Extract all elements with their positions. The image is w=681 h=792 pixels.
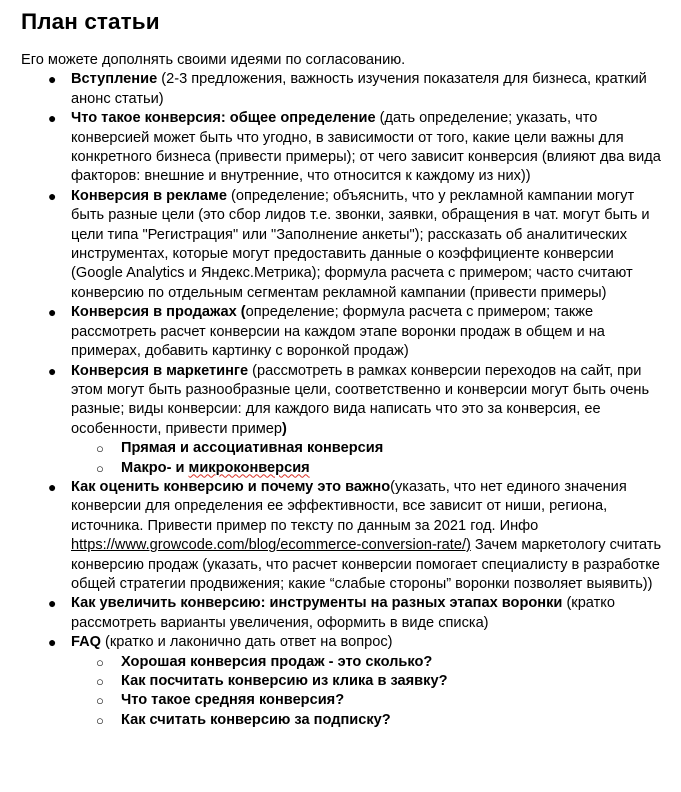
list-item-sales	[21, 303, 669, 361]
spellcheck-word[interactable]: микроконверсия	[188, 459, 310, 476]
hollow-bullet-icon: ○	[96, 693, 104, 709]
item-text: (рассмотреть в рамках конверсии переходов на сайт, при этом могут быть разнообразные цели, соответственно и конверсии могут быть очень разные; виды конверсии: для каждого вида написать что это за конверсия, ее особенности, привести пример	[71, 362, 650, 437]
list-item-marketing	[21, 362, 669, 478]
sub-list-item	[71, 711, 669, 730]
item-text: (кратко рассмотреть варианты увеличения, оформить в виде списка)	[71, 595, 615, 631]
item-text: (2-3 предложения, важность изучения показателя для бизнеса, краткий анонс статьи)	[71, 71, 647, 107]
list-item-definition	[21, 109, 669, 187]
bullet-icon: ●	[48, 478, 57, 495]
bullet-icon: ●	[48, 71, 57, 88]
list-item-advertising	[21, 187, 669, 303]
item-heading: FAQ	[71, 634, 101, 651]
item-text-after-link: Зачем маркетологу считать конверсию продаж (указать, что расчет конверсии помогает специалисту в разработке общей стратегии продвижения; какие “слабые стороны” воронки позволяет выявить))	[71, 537, 662, 592]
list-item-increase	[21, 594, 669, 633]
item-text: (кратко и лаконично дать ответ на вопрос)	[101, 634, 393, 651]
sub-list-item	[71, 653, 669, 672]
sub-item-text: Прямая и ассоциативная конверсия	[121, 440, 384, 457]
outline-list	[21, 70, 669, 730]
sub-list-item	[71, 691, 669, 710]
sub-item-text: Хорошая конверсия продаж - это сколько?	[121, 653, 433, 670]
bullet-icon: ●	[48, 304, 57, 321]
sub-item-text: Как считать конверсию за подписку?	[121, 711, 391, 728]
sub-list-item	[71, 672, 669, 691]
item-heading: Вступление	[71, 71, 158, 88]
sub-item-text: Как посчитать конверсию из клика в заявку?	[121, 673, 448, 689]
bullet-icon: ●	[48, 187, 57, 204]
sub-item-text: Макро- и	[121, 459, 189, 476]
item-heading: Как оценить конверсию и почему это важно	[71, 478, 391, 495]
item-heading: Конверсия в продажах (	[71, 304, 246, 321]
sub-list	[71, 653, 669, 731]
sub-list	[71, 439, 669, 478]
sub-list-item	[71, 439, 669, 458]
intro-text: Его можете дополнять своими идеями по согласованию.	[21, 52, 406, 68]
list-item-intro	[21, 70, 669, 109]
item-text: определение; формула расчета с примером; также рассмотреть расчет конверсии на каждом этапе воронки продаж в общем и на примерах, добавить картинку с воронкой продаж)	[71, 304, 605, 360]
list-item-faq	[21, 633, 669, 730]
hollow-bullet-icon: ○	[96, 712, 104, 728]
item-heading: Что такое конверсия: общее определение	[71, 110, 376, 127]
item-heading: Конверсия в маркетинге	[71, 362, 249, 379]
item-heading: Конверсия в рекламе	[71, 187, 227, 204]
bullet-icon: ●	[48, 595, 57, 612]
bullet-icon: ●	[48, 634, 57, 651]
hollow-bullet-icon: ○	[96, 674, 104, 689]
bullet-icon: ●	[48, 110, 57, 127]
page-title: План статьи	[21, 9, 160, 34]
hollow-bullet-icon: ○	[96, 460, 104, 476]
sub-item-text: Что такое средняя конверсия?	[121, 692, 345, 709]
item-text: (определение; объяснить, что у рекламной кампании могут быть разные цели (это сбор лидов т.е. звонки, заявки, обращения в чат. могут быть и цели типа "Регистрация" или "Заполнение анкеты"); рассказать об аналитических инструментах, которые могут предоставить данные о коэффициенте конверсии (Google Analytics и Яндекс.Метрика); формула расчета с примером; часто считают конверсию по отдельным сегментам рекламной кампании (привести примеры)	[71, 187, 650, 301]
item-closing-paren: )	[281, 420, 287, 437]
item-text: (указать, что нет единого значения конверсии для определения ее эффективности, все зависит от ниши, региона, источника. Привести пример по тексту по данным за 2021 год. Инфо	[71, 478, 627, 534]
sub-list-item	[71, 459, 669, 478]
list-item-evaluate	[21, 478, 669, 594]
item-text: (дать определение; указать, что конверсией может быть что угодно, в зависимости от того, какие цели важны для конкретного бизнеса (привести примеры); от чего зависит конверсия (влияют два вида факторов: внешние и внутренние, что относится к каждому из них))	[71, 110, 661, 185]
item-heading: Как увеличить конверсию: инструменты на разных этапах воронки	[71, 595, 563, 612]
bullet-icon: ●	[48, 362, 57, 379]
hollow-bullet-icon: ○	[96, 654, 104, 670]
source-link[interactable]: https://www.growcode.com/blog/ecommerce-conversion-rate/)	[71, 537, 471, 554]
hollow-bullet-icon: ○	[96, 441, 104, 457]
